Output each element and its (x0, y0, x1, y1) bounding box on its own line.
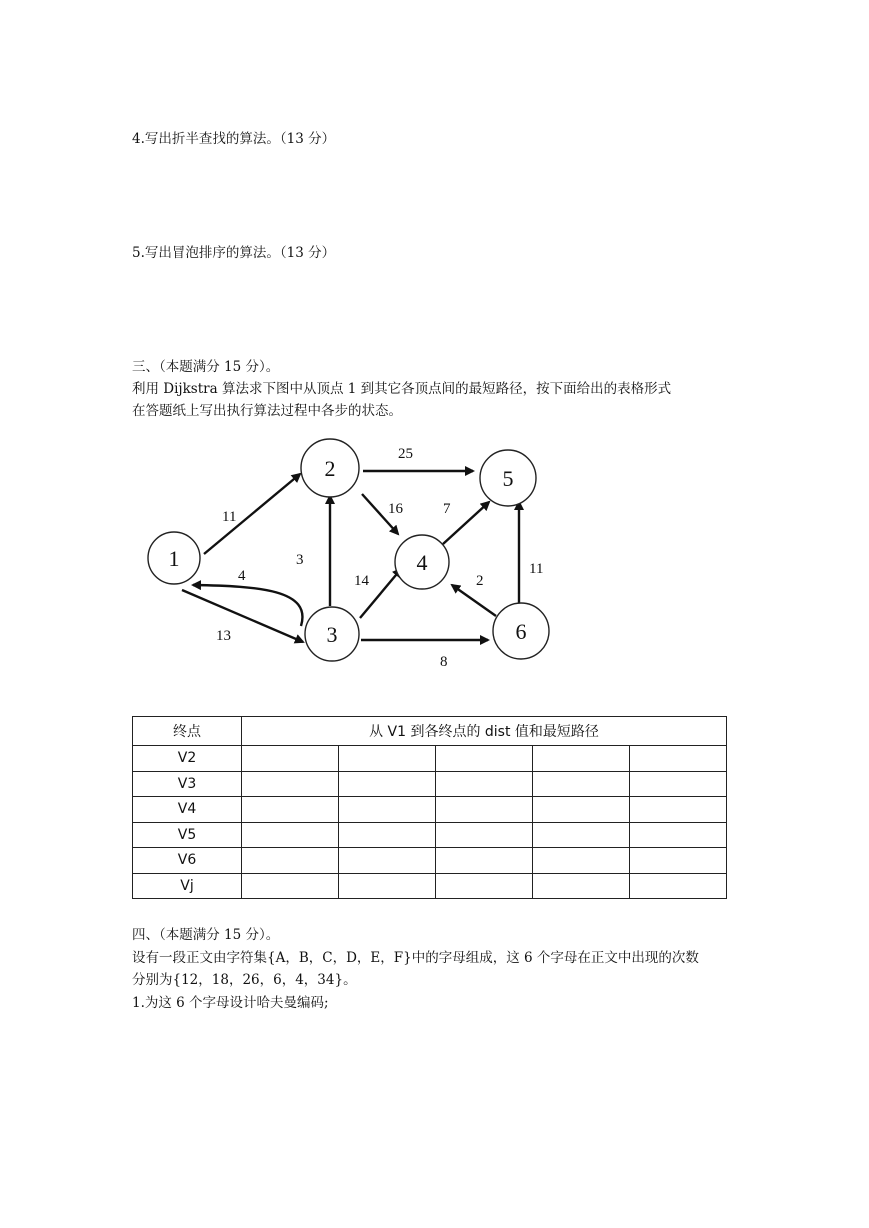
node-6-label: 6 (515, 619, 527, 644)
empty-cell (436, 822, 533, 848)
empty-cell (630, 822, 727, 848)
empty-cell (533, 848, 630, 874)
graph-node-6 (493, 603, 549, 659)
empty-cell (339, 746, 436, 772)
section-4-question-1: 1.为这 6 个字母设计哈夫曼编码; (132, 995, 329, 1011)
empty-cell (533, 746, 630, 772)
empty-cell (339, 822, 436, 848)
graph-node-5 (480, 450, 536, 506)
row-label: V2 (133, 746, 242, 772)
section-3-title: 三、（本题满分 15 分）。 (132, 359, 280, 375)
empty-cell (242, 746, 339, 772)
weight-6-5: 11 (529, 561, 544, 577)
header-dist-path: 从 V1 到各终点的 dist 值和最短路径 (242, 717, 727, 746)
empty-cell (436, 746, 533, 772)
question-4: 4.写出折半查找的算法。（13 分） (132, 131, 336, 147)
section-3-text-line-2: 在答题纸上写出执行算法过程中各步的状态。 (132, 403, 402, 419)
empty-cell (339, 771, 436, 797)
table-row (133, 746, 727, 772)
dist-table (132, 716, 727, 899)
header-endpoint: 终点 (133, 717, 242, 746)
row-label: V6 (133, 848, 242, 874)
empty-cell (533, 771, 630, 797)
dist-table-container (132, 716, 727, 899)
row-label: V5 (133, 822, 242, 848)
node-5-label: 5 (502, 466, 514, 491)
question-5: 5.写出冒泡排序的算法。（13 分） (132, 245, 336, 261)
table-row (133, 848, 727, 874)
graph-node-2 (301, 439, 359, 497)
empty-cell (533, 822, 630, 848)
empty-cell (533, 873, 630, 899)
empty-cell (242, 848, 339, 874)
table-row (133, 822, 727, 848)
empty-cell (630, 848, 727, 874)
edge-1-3 (182, 590, 303, 642)
empty-cell (436, 771, 533, 797)
graph-node-4 (395, 535, 449, 589)
empty-cell (436, 873, 533, 899)
empty-cell (339, 797, 436, 823)
table-row (133, 771, 727, 797)
empty-cell (630, 746, 727, 772)
weight-2-4: 16 (388, 501, 403, 517)
section-4-text-line-2: 分别为{12，18，26，6，4，34}。 (132, 972, 357, 988)
empty-cell (339, 848, 436, 874)
section-3-text-line-1: 利用 Dijkstra 算法求下图中从顶点 1 到其它各顶点间的最短路径，按下面给出的表格形式 (132, 381, 672, 397)
weight-2-5: 25 (398, 446, 413, 462)
edge-1-2 (204, 474, 300, 554)
weight-4-5: 7 (443, 501, 451, 517)
weight-3-6: 8 (440, 654, 448, 670)
section-4-text-line-1: 设有一段正文由字符集{A，B，C，D，E，F}中的字母组成，这 6 个字母在正文中出现的次数 (132, 950, 699, 966)
weight-1-3: 13 (216, 628, 231, 644)
graph-node-3 (305, 607, 359, 661)
empty-cell (630, 873, 727, 899)
empty-cell (436, 848, 533, 874)
weight-3-4: 14 (354, 573, 369, 589)
edge-3-1 (193, 585, 302, 626)
node-1-label: 1 (168, 546, 180, 571)
empty-cell (242, 822, 339, 848)
row-label: V4 (133, 797, 242, 823)
empty-cell (630, 797, 727, 823)
graph-node-1 (148, 532, 200, 584)
weight-3-1: 4 (238, 568, 246, 584)
row-label: Vj (133, 873, 242, 899)
row-label: V3 (133, 771, 242, 797)
empty-cell (242, 771, 339, 797)
dist-table-header-row (133, 717, 727, 746)
edge-6-4 (452, 585, 496, 616)
empty-cell (242, 873, 339, 899)
node-4-label: 4 (416, 550, 428, 575)
empty-cell (339, 873, 436, 899)
weight-6-4: 2 (476, 573, 484, 589)
empty-cell (630, 771, 727, 797)
empty-cell (436, 797, 533, 823)
section-4-title: 四、（本题满分 15 分）。 (132, 927, 280, 943)
node-2-label: 2 (324, 456, 336, 481)
table-row (133, 873, 727, 899)
weight-1-2: 11 (222, 509, 237, 525)
weight-3-2: 3 (296, 552, 304, 568)
table-row (133, 797, 727, 823)
empty-cell (533, 797, 630, 823)
empty-cell (242, 797, 339, 823)
dijkstra-graph (130, 430, 570, 690)
node-3-label: 3 (326, 622, 338, 647)
